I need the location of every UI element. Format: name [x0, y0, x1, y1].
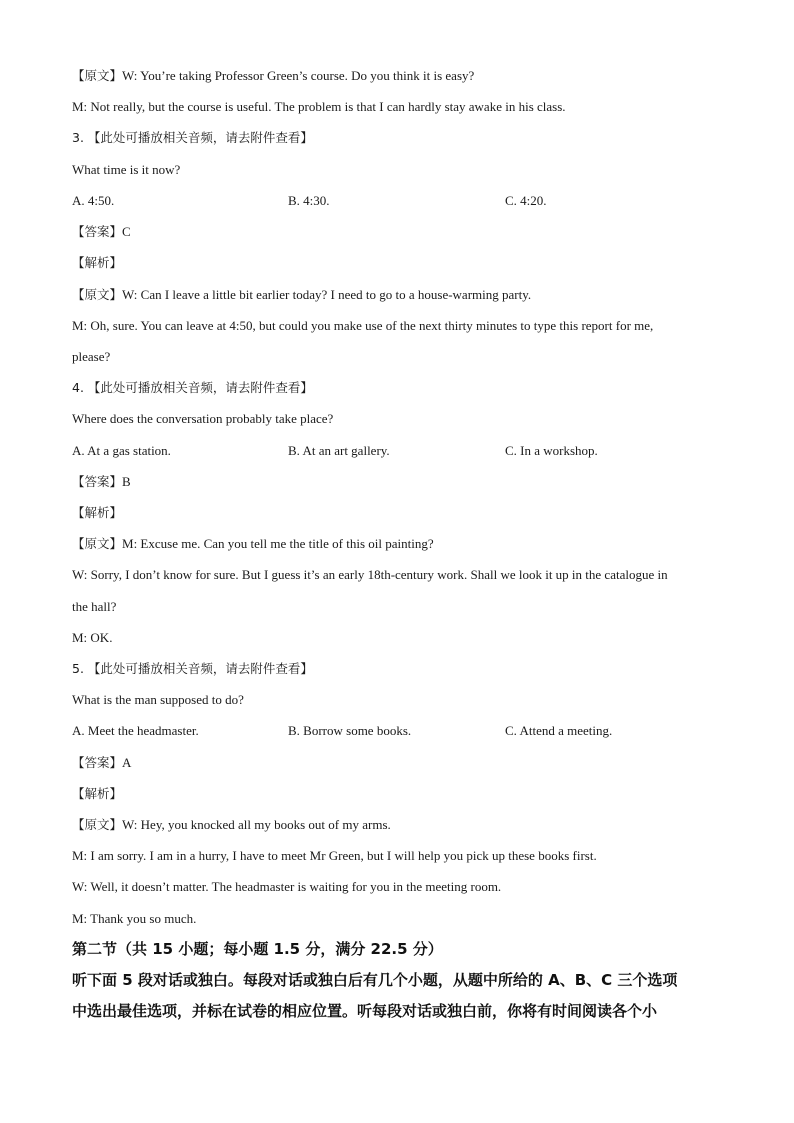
- q4-header: 4. 【此处可播放相关音频，请去附件查看】: [72, 380, 313, 395]
- q3-question: What time is it now?: [72, 162, 181, 177]
- q3-option-c: C. 4:20.: [505, 193, 547, 208]
- q5-transcript-w: W: Hey, you knocked all my books out of my arms.: [122, 817, 391, 832]
- section2-title: 第二节（共 15 小题；每小题 1.5 分，满分 22.5 分）: [72, 940, 443, 958]
- transcript-label: 【原文】: [72, 536, 123, 551]
- q4-option-a: A. At a gas station.: [72, 443, 171, 458]
- q5-option-b: B. Borrow some books.: [288, 723, 412, 738]
- q3-transcript-w-line: [72, 287, 531, 303]
- q5-option-a: A. Meet the headmaster.: [72, 723, 199, 738]
- answer-label: 【答案】: [72, 474, 123, 489]
- section2-instruction-line1: 听下面 5 段对话或独白。每段对话或独白后有几个小题，从题中所给的 A、B、C 三个选项: [72, 971, 678, 989]
- transcript-label: 【原文】: [72, 287, 123, 302]
- q4-analysis-label: 【解析】: [72, 505, 123, 520]
- q3-transcript-w: W: Can I leave a little bit earlier today? I need to go to a house-warming party.: [122, 287, 532, 302]
- q3-header: 3. 【此处可播放相关音频，请去附件查看】: [72, 130, 313, 145]
- q5-option-c: C. Attend a meeting.: [505, 723, 613, 738]
- answer-label: 【答案】: [72, 755, 123, 770]
- q4-transcript-m2: M: OK.: [72, 630, 113, 645]
- q5-answer-line: [72, 755, 131, 771]
- section2-instruction-line2: 中选出最佳选项，并标在试卷的相应位置。听每段对话或独白前，你将有时间阅读各个小: [72, 1002, 658, 1020]
- q3-answer-line: [72, 224, 131, 240]
- q3-option-a: A. 4:50.: [72, 193, 115, 208]
- q4-transcript-m-line: [72, 536, 434, 552]
- q3-option-b: B. 4:30.: [288, 193, 330, 208]
- q5-header: 5. 【此处可播放相关音频，请去附件查看】: [72, 661, 313, 676]
- q3-answer: C: [122, 224, 131, 239]
- q3-transcript-m1: M: Oh, sure. You can leave at 4:50, but could you make use of the next thirty minutes to type this report for me,: [72, 318, 654, 333]
- answer-label: 【答案】: [72, 224, 123, 239]
- q3-transcript-m2: please?: [72, 349, 111, 364]
- q5-transcript-w2: W: Well, it doesn’t matter. The headmaster is waiting for you in the meeting room.: [72, 879, 502, 894]
- q2-transcript-w-line: [72, 68, 474, 84]
- q3-analysis-label: 【解析】: [72, 255, 123, 270]
- q4-transcript-w1: W: Sorry, I don’t know for sure. But I guess it’s an early 18th-century work. Shall we look it up in the catalogue in: [72, 567, 668, 582]
- q5-answer: A: [122, 755, 132, 770]
- q4-transcript-m: M: Excuse me. Can you tell me the title of this oil painting?: [122, 536, 434, 551]
- transcript-label: 【原文】: [72, 817, 123, 832]
- q4-question: Where does the conversation probably take place?: [72, 411, 334, 426]
- q5-analysis-label: 【解析】: [72, 786, 123, 801]
- q5-transcript-m2: M: Thank you so much.: [72, 911, 197, 926]
- q4-answer-line: [72, 474, 131, 490]
- q4-answer: B: [122, 474, 131, 489]
- q5-question: What is the man supposed to do?: [72, 692, 244, 707]
- q5-transcript-w-line: [72, 817, 391, 833]
- q4-option-c: C. In a workshop.: [505, 443, 598, 458]
- q2-transcript-m: M: Not really, but the course is useful. The problem is that I can hardly stay awake in his class.: [72, 99, 566, 114]
- transcript-label: 【原文】: [72, 68, 123, 83]
- q2-transcript-w: W: You’re taking Professor Green’s course. Do you think it is easy?: [122, 68, 475, 83]
- q4-transcript-w2: the hall?: [72, 599, 117, 614]
- q5-transcript-m: M: I am sorry. I am in a hurry, I have to meet Mr Green, but I will help you pick up these books first.: [72, 848, 597, 863]
- q4-option-b: B. At an art gallery.: [288, 443, 390, 458]
